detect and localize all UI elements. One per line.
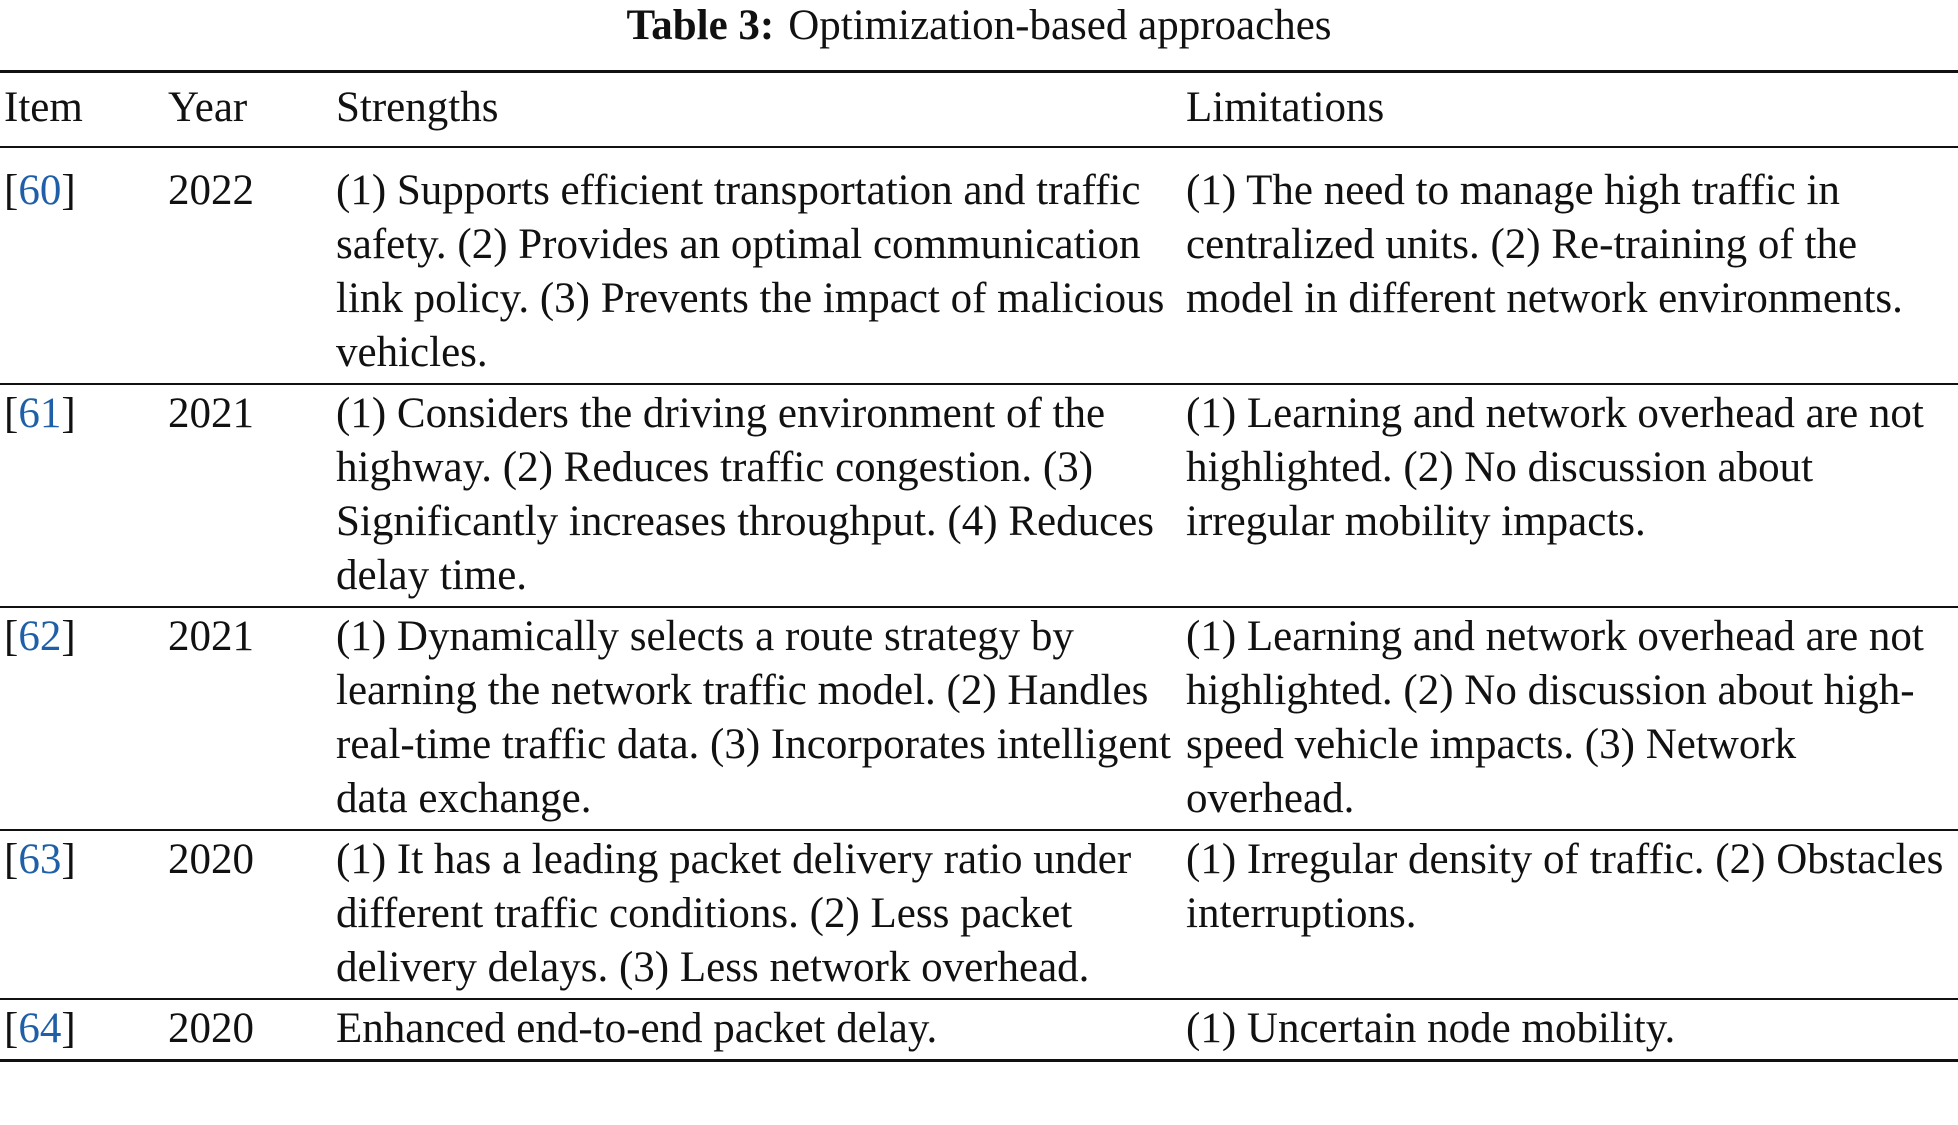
- strengths-cell: (1) Supports efficient transportation and traffic safety. (2) Provides an optimal communication link policy. (3) Prevents the impact of malicious vehicles.: [336, 166, 1165, 376]
- year-cell: 2021: [168, 389, 254, 437]
- table-caption: [0, 2, 1958, 50]
- item-cell: [63]: [4, 835, 76, 883]
- reference-link[interactable]: 60: [18, 166, 62, 214]
- strengths-cell: (1) Dynamically selects a route strategy by learning the network traffic model. (2) Handles real-time traffic data. (3) Incorporates intelligent data exchange.: [336, 612, 1171, 822]
- optimization-approaches-table: [0, 70, 1958, 1062]
- reference-link[interactable]: 61: [18, 389, 62, 437]
- table-row: [0, 607, 1958, 830]
- item-cell: [64]: [4, 1004, 76, 1052]
- reference-link[interactable]: 64: [18, 1004, 62, 1052]
- year-cell: 2020: [168, 1004, 254, 1052]
- table-row: [0, 999, 1958, 1061]
- year-cell: 2022: [168, 166, 254, 214]
- strengths-cell: Enhanced end-to-end packet delay.: [336, 1004, 938, 1052]
- limitations-cell: (1) Uncertain node mobility.: [1186, 1004, 1676, 1052]
- header-item: Item: [0, 72, 168, 147]
- item-cell: [60]: [4, 166, 76, 214]
- limitations-cell: (1) Irregular density of traffic. (2) Obstacles interruptions.: [1186, 835, 1944, 937]
- strengths-cell: (1) It has a leading packet delivery ratio under different traffic conditions. (2) Less packet delivery delays. (3) Less network overhead.: [336, 835, 1132, 991]
- item-cell: [61]: [4, 389, 76, 437]
- limitations-cell: (1) Learning and network overhead are not highlighted. (2) No discussion about irregular mobility impacts.: [1186, 389, 1924, 545]
- table-container: [0, 70, 1958, 1062]
- table-caption-text: Optimization-based approaches: [788, 2, 1332, 49]
- header-year: Year: [168, 72, 336, 147]
- limitations-cell: (1) The need to manage high traffic in centralized units. (2) Re-training of the model in different network environments.: [1186, 166, 1903, 322]
- item-cell: [62]: [4, 612, 76, 660]
- limitations-cell: (1) Learning and network overhead are not highlighted. (2) No discussion about high-speed vehicle impacts. (3) Network overhead.: [1186, 612, 1924, 822]
- header-strengths: Strengths: [336, 72, 1186, 147]
- table-header-row: [0, 72, 1958, 147]
- table-row: [0, 830, 1958, 999]
- header-limitations: Limitations: [1186, 72, 1958, 147]
- year-cell: 2021: [168, 612, 254, 660]
- year-cell: 2020: [168, 835, 254, 883]
- strengths-cell: (1) Considers the driving environment of the highway. (2) Reduces traffic congestion. (3) Significantly increases throughput. (4) Reduces delay time.: [336, 389, 1154, 599]
- table-row: [0, 147, 1958, 384]
- table-caption-label: Table 3:: [626, 2, 775, 49]
- reference-link[interactable]: 62: [18, 612, 62, 660]
- reference-link[interactable]: 63: [18, 835, 62, 883]
- table-row: [0, 384, 1958, 607]
